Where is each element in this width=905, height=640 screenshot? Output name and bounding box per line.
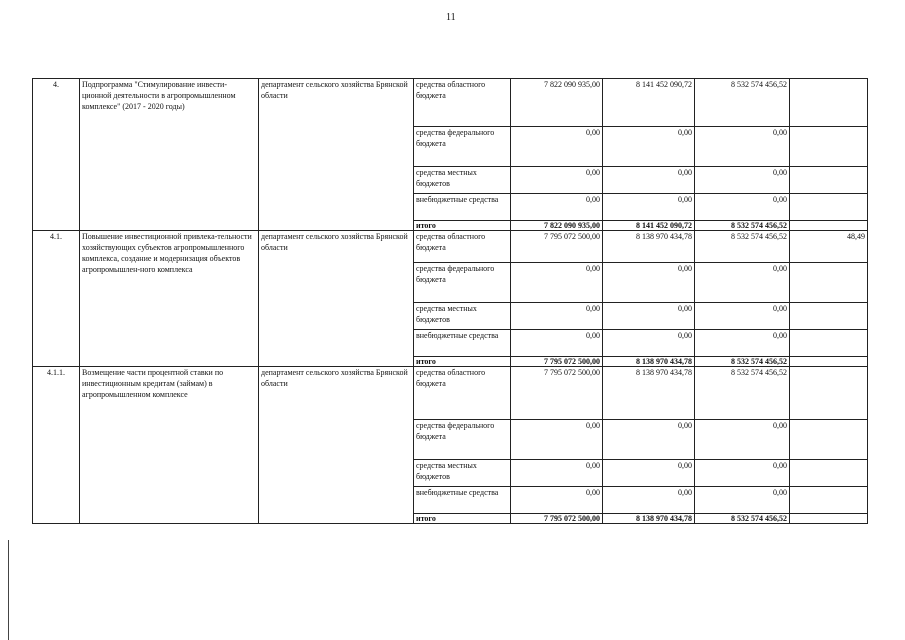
indicator-value	[790, 167, 868, 194]
amount-value: 0,00	[695, 167, 790, 194]
amount-value: 8 532 574 456,52	[695, 79, 790, 127]
page-number: 11	[446, 12, 456, 23]
amount-value: 0,00	[603, 167, 695, 194]
funding-source-label: средства областного бюджета	[414, 231, 511, 263]
amount-value: 8 532 574 456,52	[695, 231, 790, 263]
amount-value: 0,00	[695, 330, 790, 357]
amount-value: 0,00	[695, 420, 790, 460]
funding-source-label: средства федерального бюджета	[414, 263, 511, 303]
amount-value: 8 138 970 434,78	[603, 231, 695, 263]
amount-value: 8 532 574 456,52	[695, 221, 790, 231]
amount-value: 7 795 072 500,00	[511, 514, 603, 524]
table-row	[33, 367, 868, 420]
budget-table	[32, 78, 868, 524]
amount-value: 0,00	[603, 194, 695, 221]
amount-value: 0,00	[511, 487, 603, 514]
amount-value: 0,00	[695, 460, 790, 487]
amount-value: 0,00	[511, 303, 603, 330]
amount-value: 0,00	[603, 420, 695, 460]
indicator-value	[790, 127, 868, 167]
amount-value: 0,00	[511, 330, 603, 357]
program-name: Возмещение части процентной ставки по инвестиционным кредитам (займам) в агропромышленном комплексе	[80, 367, 259, 524]
program-name: Повышение инвестиционной привлека-тельности хозяйствующих субъектов агропромышленного комплекса, создание и модернизация объектов агропромышлен-ного комплекса	[80, 231, 259, 367]
funding-source-label: внебюджетные средства	[414, 330, 511, 357]
amount-value: 0,00	[511, 194, 603, 221]
executor-name: департамент сельского хозяйства Брянской области	[259, 367, 414, 524]
funding-source-label: итого	[414, 221, 511, 231]
amount-value: 8 141 452 090,72	[603, 221, 695, 231]
funding-source-label: средства местных бюджетов	[414, 167, 511, 194]
indicator-value	[790, 263, 868, 303]
indicator-value	[790, 460, 868, 487]
program-name: Подпрограмма "Стимулирование инвести-ционной деятельности в агропромышленном комплексе" (2017 - 2020 годы)	[80, 79, 259, 231]
funding-source-label: средства местных бюджетов	[414, 460, 511, 487]
amount-value: 8 138 970 434,78	[603, 367, 695, 420]
amount-value: 0,00	[695, 263, 790, 303]
indicator-value	[790, 330, 868, 357]
amount-value: 7 795 072 500,00	[511, 367, 603, 420]
amount-value: 8 532 574 456,52	[695, 357, 790, 367]
funding-source-label: средства федерального бюджета	[414, 420, 511, 460]
funding-source-label: внебюджетные средства	[414, 194, 511, 221]
indicator-value	[790, 514, 868, 524]
amount-value: 8 141 452 090,72	[603, 79, 695, 127]
funding-source-label: средства областного бюджета	[414, 79, 511, 127]
executor-name: департамент сельского хозяйства Брянской области	[259, 231, 414, 367]
funding-source-label: внебюджетные средства	[414, 487, 511, 514]
funding-source-label: итого	[414, 514, 511, 524]
amount-value: 0,00	[511, 420, 603, 460]
budget-table-body	[33, 79, 868, 524]
amount-value: 0,00	[603, 487, 695, 514]
indicator-value	[790, 367, 868, 420]
row-index: 4.1.	[33, 231, 80, 367]
row-index: 4.1.1.	[33, 367, 80, 524]
funding-source-label: средства местных бюджетов	[414, 303, 511, 330]
table-row	[33, 79, 868, 127]
funding-source-label: средства областного бюджета	[414, 367, 511, 420]
amount-value: 8 532 574 456,52	[695, 367, 790, 420]
amount-value: 7 795 072 500,00	[511, 231, 603, 263]
indicator-value	[790, 303, 868, 330]
indicator-value	[790, 79, 868, 127]
amount-value: 8 138 970 434,78	[603, 514, 695, 524]
amount-value: 0,00	[603, 330, 695, 357]
executor-name: департамент сельского хозяйства Брянской области	[259, 79, 414, 231]
amount-value: 0,00	[511, 460, 603, 487]
amount-value: 8 532 574 456,52	[695, 514, 790, 524]
amount-value: 8 138 970 434,78	[603, 357, 695, 367]
indicator-value	[790, 487, 868, 514]
indicator-value: 48,49	[790, 231, 868, 263]
amount-value: 0,00	[511, 127, 603, 167]
amount-value: 0,00	[695, 303, 790, 330]
amount-value: 0,00	[603, 263, 695, 303]
indicator-value	[790, 221, 868, 231]
indicator-value	[790, 194, 868, 221]
indicator-value	[790, 420, 868, 460]
amount-value: 0,00	[695, 127, 790, 167]
amount-value: 0,00	[695, 194, 790, 221]
amount-value: 7 822 090 935,00	[511, 221, 603, 231]
indicator-value	[790, 357, 868, 367]
amount-value: 0,00	[511, 263, 603, 303]
amount-value: 0,00	[511, 167, 603, 194]
funding-source-label: итого	[414, 357, 511, 367]
row-index: 4.	[33, 79, 80, 231]
amount-value: 0,00	[603, 460, 695, 487]
amount-value: 0,00	[603, 127, 695, 167]
amount-value: 7 822 090 935,00	[511, 79, 603, 127]
amount-value: 0,00	[603, 303, 695, 330]
margin-rule	[8, 540, 9, 640]
amount-value: 7 795 072 500,00	[511, 357, 603, 367]
table-row	[33, 231, 868, 263]
amount-value: 0,00	[695, 487, 790, 514]
funding-source-label: средства федерального бюджета	[414, 127, 511, 167]
